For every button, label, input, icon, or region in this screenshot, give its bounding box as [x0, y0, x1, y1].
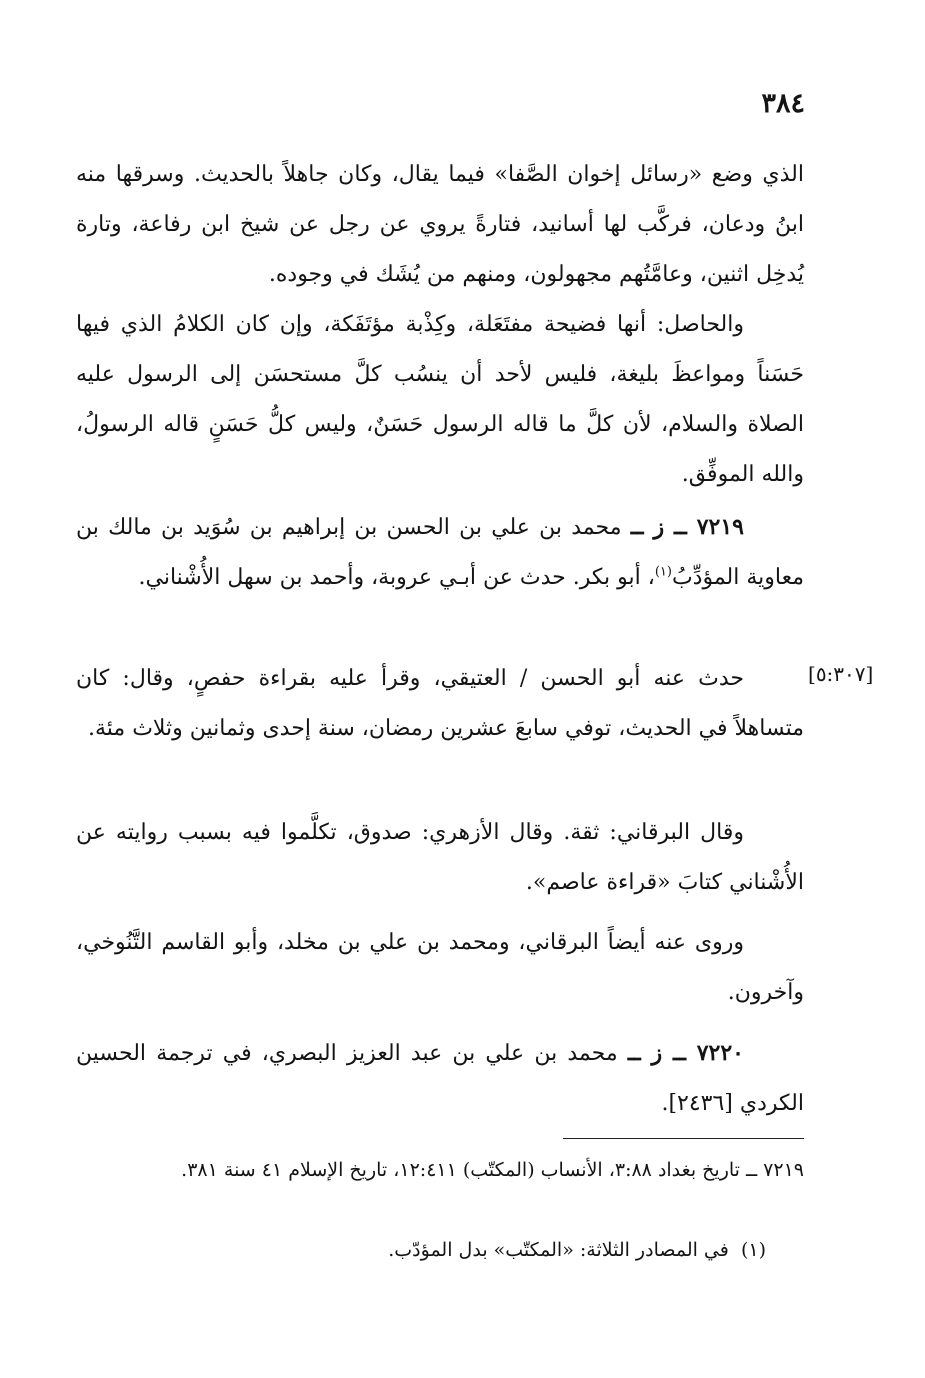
entry-7220	[76, 1028, 804, 1129]
paragraph-6	[76, 918, 804, 1018]
margin-reference: [٥:٣٠٧]	[808, 662, 874, 686]
page-number: ٣٨٤	[761, 88, 805, 119]
footnote-1	[76, 1230, 804, 1270]
entry-text: محمد بن علي بن الحسن بن إبراهيم بن سُوَيد بن مالك بن معاوية المؤدِّبُ	[76, 515, 804, 590]
paragraph-1	[76, 150, 804, 300]
footnote-marker[interactable]: (١)	[654, 564, 672, 580]
paragraph-2	[76, 300, 804, 500]
footnote-number: (١)	[740, 1239, 766, 1261]
paragraph-1-text: الذي وضع «رسائل إخوان الصَّفا» فيما يقال، وكان جاهلاً بالحديث. وسرقها منه ابنُ ودعان، فركَّب لها أسانيد، فتارةً يروي عن رجل عن شيخ ابن رفاعة، وتارة يُدخِل اثنين، وعامَّتُهم مجهولون، ومنهم من يُشَك في وجوده.	[76, 162, 804, 287]
entry-number: ٧٢١٩ ــ ز ــ	[630, 514, 744, 540]
paragraph-4-text: حدث عنه أبو الحسن / العتيقي، وقرأ عليه بقراءة حفصٍ، وقال: كان متساهلاً في الحديث، توفي سابعَ عشرين رمضان، سنة إحدى وثمانين وثلاث مئة.	[76, 666, 804, 741]
footnote-sources-text: ٧٢١٩ ــ تاريخ بغداد ٣:٨٨، الأنساب (المكتّب) ١٢:٤١١، تاريخ الإسلام ٤١ سنة ٣٨١.	[181, 1159, 804, 1181]
entry-text-continued: ، أبو بكر. حدث عن أبـي عروبة، وأحمد بن سهل الأُشْناني.	[138, 565, 655, 590]
footnote-1-text: في المصادر الثلاثة: «المكتّب» بدل المؤدّب.	[388, 1239, 729, 1261]
entry-text: محمد بن علي بن عبد العزيز البصري، في ترجمة الحسين الكردي [٢٤٣٦].	[76, 1041, 804, 1116]
paragraph-4	[76, 654, 804, 754]
paragraph-6-text: وروى عنه أيضاً البرقاني، ومحمد بن علي بن مخلد، وأبو القاسم التَّنُوخي، وآخرون.	[76, 930, 804, 1005]
footnote-sources	[76, 1150, 804, 1190]
paragraph-2-text: والحاصل: أنها فضيحة مفتَعَلة، وكِذْبة مؤتَفَكة، وإن كان الكلامُ الذي فيها حَسَناً ومواعظَ بليغة، فليس لأحد أن ينسُب كلَّ مستحسَن إلى الرسول عليه الصلاة والسلام، لأن كلَّ ما قاله الرسول حَسَنٌ، وليس كلُّ حَسَنٍ قاله الرسولُ، والله الموفِّق.	[76, 312, 804, 487]
entry-number: ٧٢٢٠ ــ ز ــ	[627, 1040, 744, 1066]
entry-7219	[76, 502, 804, 603]
paragraph-5	[76, 808, 804, 908]
paragraph-5-text: وقال البرقاني: ثقة. وقال الأزهري: صدوق، تكلَّموا فيه بسبب روايته عن الأُشْناني كتابَ «قراءة عاصم».	[76, 820, 804, 895]
footnote-divider	[563, 1138, 804, 1139]
